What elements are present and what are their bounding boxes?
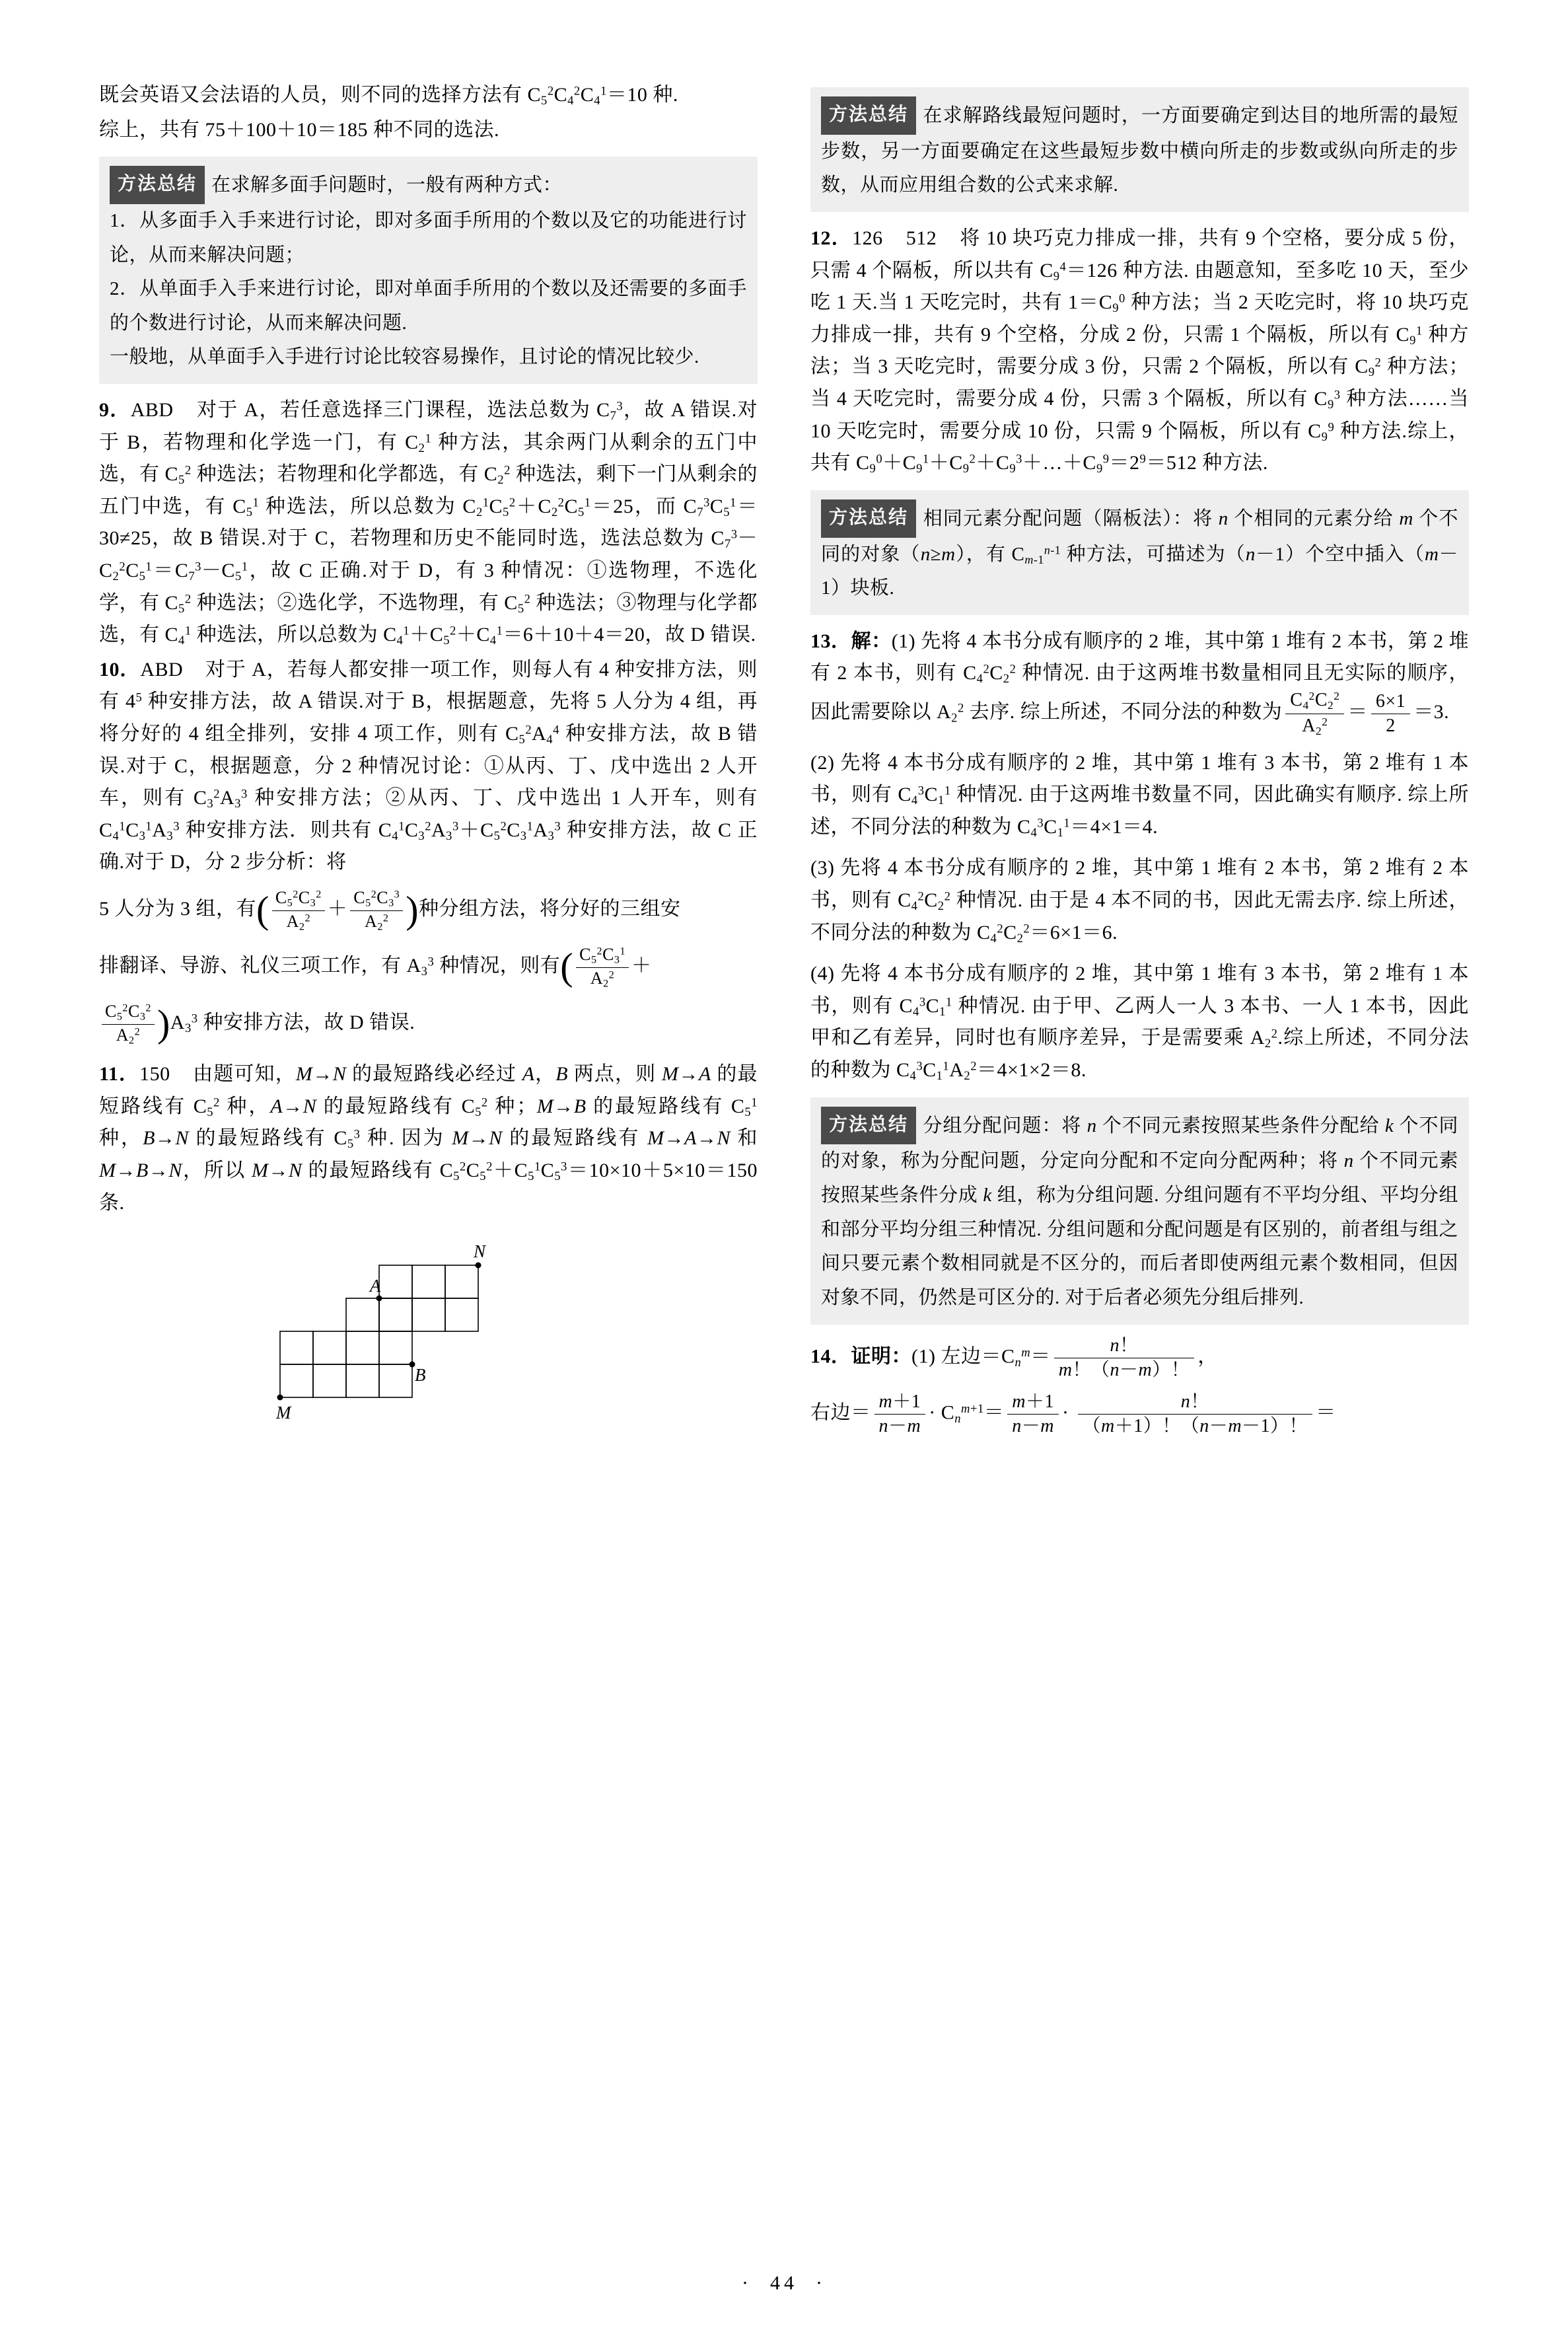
fraction-2: $\frac{C_5^2C_3^3}{A_2^2}$ xyxy=(350,888,403,933)
label-B: B xyxy=(414,1365,425,1385)
question-12-answer-2: 512 xyxy=(906,227,937,250)
method-summary-header: 方法总结 xyxy=(110,166,205,204)
label-N: N xyxy=(473,1241,485,1262)
method-summary-line: 2．从单面手入手来进行讨论，即对单面手所用的个数以及还需要的多面手的个数进行讨论，从而来解决问题. xyxy=(110,278,747,334)
method-summary-box-1 xyxy=(99,157,758,384)
question-12-number: 12． xyxy=(810,227,853,250)
question-13-part4: (4) 先将 4 本书分成有顺序的 2 堆，其中第 1 堆有 3 本书，第 2 堆有 1 本书，则有 $C_4^3C_1^1$ 种情况. 由于甲、乙两人一人 3 本书、一人 1 本书，因此甲和乙有差异，同时也有顺序差异，于是需要乘 $A_2^2$.综上所述，不同分法的种数为 $C_4^3C_1^1A_2^2=4\times 1\times 2=8$. xyxy=(810,963,1470,1084)
question-13-part2: (2) 先将 4 本书分成有顺序的 2 堆，其中第 1 堆有 3 本书，第 2 堆有 1 本书，则有 $C_4^3C_1^1$ 种情况. 由于这两堆书数量不同，因此确实有顺序. 综上所述，不同分法的种数为 $C_4^3C_1^1=4\times 1=4$. xyxy=(810,751,1470,840)
point-N-dot xyxy=(475,1263,481,1269)
method-summary-line: 一般地，从单面手入手进行讨论比较容易操作，且讨论的情况比较少. xyxy=(110,346,699,368)
fraction-14-4: $\frac{n!}{(m+1)!(n-m-1)!}$ xyxy=(1078,1391,1313,1437)
fraction-1: $\frac{C_5^2C_3^2}{A_2^2}$ xyxy=(272,888,325,933)
method-summary-box-bottom xyxy=(810,1097,1469,1325)
page-footer xyxy=(0,2272,1568,2295)
method-summary-mid-content: 方法总结 相同元素分配问题（隔板法）：将 n 个相同的元素分给 m 个不同的对象（n≥m），有 $C_{m-1}^{n-1}$ 种方法，可描述为（n－1）个空中插入（m－1）块板. xyxy=(821,499,1458,606)
two-column-layout xyxy=(99,79,1469,2213)
question-8-continued: 既会英语又会法语的人员，则不同的选择方法有 $C_5^2C_4^2C_4^1=10$ 种. xyxy=(99,84,678,108)
question-10: 10．ABD 对于 A，若每人都安排一项工作，则每人有 4 种安排方法，则有 $4^5$ 种安排方法，故 A 错误.对于 B，根据题意，先将 5 人分为 4 组，再将分好的 4 组全排列，安排 4 项工作，则有 $C_5^2A_4^4$ 种安排方法，故 B 错误.对于 C，根据题意，分 2 种情况讨论：①从丙、丁、戊中选出 2 人开车，则有 $C_3^2A_3^3$ 种安排方法；②从丙、丁、戊中选出 1 人开车，则有 $C_4^1C_3^1A_3^3$ 种安排方法．则共有 $C_4^1C_3^2A_3^3+C_5^2C_3^1A_3^3$ 种安排方法，故 C 正确.对于 D，分 2 步分析：将 xyxy=(99,658,758,873)
method-summary-box-top xyxy=(810,87,1469,212)
question-11-number: 11． xyxy=(99,1063,140,1086)
question-13-number: 13． xyxy=(810,630,851,652)
lattice-path-figure xyxy=(273,1239,584,1457)
label-A: A xyxy=(369,1276,380,1296)
lattice-grid-svg xyxy=(273,1239,584,1457)
question-10-number: 10． xyxy=(99,658,141,681)
question-13-part1: 13．解：(1) 先将 4 本书分成有顺序的 2 堆，其中第 1 堆有 2 本书，第 2 堆有 2 本书，则有 $C_4^2C_2^2$ 种情况. 由于这两堆书数量相同且无实际的顺序，因此需要除以 $A_2^2$ 去序. 综上所述，不同分法的种数为 $\frac{C_4^2C_2^2}{A_2^2}$ ＝ $\frac{6\times 1}{2}$ ＝3. xyxy=(810,630,1470,737)
fraction-14-2: $\frac{m+1}{n-m}$ xyxy=(874,1391,926,1437)
question-14-line1: 14．证明：(1) 左边$=C_n^m=$ $\frac{n!}{m!(n-m)!}$ ， xyxy=(810,1335,1218,1380)
method-summary-bottom-content: 方法总结 分组分配问题：将 n 个不同元素按照某些条件分配给 k 个不同的对象，称为分配问题，分定向分配和不定向分配两种；将 n 个不同元素按照某些条件分成 k 组，称为分组问题. 分组问题有不平均分组、平均分组和部分平均分组三种情况. 分组问题和分配问题是有区别的，前者组与组之间只要元素个数相同就是不区分的，而后者即使两组元素个数相同，但因对象不同，仍然是可区分的. 对于后者必须先分组后排列. xyxy=(821,1107,1458,1315)
left-paren-2: ( xyxy=(560,945,574,988)
method-summary-lead-text: 在求解多面手问题时，一般有两种方式： xyxy=(211,174,563,196)
question-8-summary: 综上，共有 75＋100＋10＝185 种不同的选法. xyxy=(99,118,499,141)
method-summary-box-mid xyxy=(810,490,1469,615)
right-column xyxy=(810,79,1469,2213)
question-10-formula-1: 5 人分为 3 组，有( $\frac{C_5^2C_3^2}{A_2^2}$ ＋ $\frac{C_5^2C_3^3}{A_2^2}$ )种分组方法，将分好的三组安 xyxy=(99,887,681,933)
question-13-label: 解： xyxy=(851,630,892,652)
question-10-answer: ABD xyxy=(140,658,184,681)
left-column xyxy=(99,79,758,2213)
point-M-dot xyxy=(277,1395,283,1401)
question-14-label: 证明： xyxy=(851,1345,911,1368)
question-10-formula-2: 排翻译、导游、礼仪三项工作，有 $A_3^3$ 种情况，则有( $\frac{C_5^2C_3^1}{A_2^2}$ ＋ xyxy=(99,945,652,990)
fraction-14-1: $\frac{n!}{m!(n-m)!}$ xyxy=(1054,1335,1195,1381)
question-13-part3: (3) 先将 4 本书分成有顺序的 2 堆，其中第 1 堆有 2 本书，第 2 堆有 2 本书，则有 $C_4^2C_2^2$ 种情况. 由于是 4 本不同的书，因此无需去序. 综上所述，不同分法的种数为 $C_4^2C_2^2=6\times 1=6$. xyxy=(810,857,1470,945)
method-summary-top-content xyxy=(821,96,1458,203)
method-summary-top-text: 在求解路线最短问题时，一方面要确定到达目的地所需的最短步数，另一方面要确定在这些最短步数中横向所走的步数或纵向所走的步数，从而应用组合数的公式来求解. xyxy=(821,105,1458,196)
question-11-answer: 150 xyxy=(139,1063,170,1086)
fraction-4: $\frac{C_5^2C_3^2}{A_2^2}$ xyxy=(102,1002,155,1047)
fraction-13-1: $\frac{C_4^2C_2^2}{A_2^2}$ xyxy=(1285,690,1344,738)
fraction-3: $\frac{C_5^2C_3^1}{A_2^2}$ xyxy=(576,945,629,990)
question-9: 9．ABD 对于 A，若任意选择三门课程，选法总数为 $C_7^3$，故 A 错误.对于 B，若物理和化学选一门，有 $C_2^1$ 种方法，其余两门从剩余的五门中选，有 $C_5^2$ 种选法；若物理和化学都选，有 $C_2^2$ 种选法，剩下一门从剩余的五门中选，有 $C_5^1$ 种选法，所以总数为 $C_2^1C_5^2+C_2^2C_5^1=25$，而 $C_7^3C_5^1=30\ne 25$，故 B 错误.对于 C，若物理和历史不能同时选，选法总数为 $C_7^3-C_2^2C_5^1=C_7^3-C_5^1$，故 C 正确.对于 D，有 3 种情况：①选物理，不选化学，有 $C_5^2$ 种选法；②选化学，不选物理，有 $C_5^2$ 种选法；③物理与化学都选，有 $C_4^1$ 种选法，所以总数为 $C_4^1+C_5^2+C_4^1=6+10+4=20$，故 D 错误. xyxy=(99,399,758,648)
right-paren-2: ) xyxy=(157,1002,170,1045)
method-summary-header: 方法总结 xyxy=(821,499,916,538)
question-11: 11．150 由题可知，M→N 的最短路线必经过 A，B 两点，则 M→A 的最短路线有 $C_5^2$ 种，A→N 的最短路线有 $C_5^2$ 种；M→B 的最短路线有 $C_5^1$ 种，B→N 的最短路线有 $C_5^3$ 种. 因为 M→N 的最短路线有 M→A→N 和 M→B→N，所以 M→N 的最短路线有 $C_5^2C_5^2+C_5^1C_5^3=10\times 10+5\times 10=150$ 条. xyxy=(99,1063,758,1214)
method-summary-lead-1 xyxy=(110,166,747,204)
method-summary-line: 1．从多面手入手来进行讨论，即对多面手所用的个数以及它的功能进行讨论，从而来解决问题； xyxy=(110,210,747,266)
point-A-dot xyxy=(376,1296,382,1302)
method-summary-header: 方法总结 xyxy=(821,96,916,135)
question-9-number: 9． xyxy=(99,399,131,422)
fraction-14-3: $\frac{m+1}{n-m}$ xyxy=(1007,1391,1059,1437)
page-number: · 44 · xyxy=(742,2272,826,2294)
question-14-line2: 右边＝ $\frac{m+1}{n-m}$ · $C_n^{m+1}=$ $\frac{m+1}{n-m}$ · $\frac{n!}{(m+1)!(n-m-1)!}$ ＝ xyxy=(810,1391,1336,1437)
label-M: M xyxy=(275,1403,291,1423)
right-paren: ) xyxy=(406,888,419,932)
question-12-answer-1: 126 xyxy=(852,227,883,250)
method-summary-header: 方法总结 xyxy=(821,1107,916,1145)
left-paren: ( xyxy=(256,888,269,932)
question-10-formula-3: $\frac{C_5^2C_3^2}{A_2^2}$ )$A_3^3$ 种安排方法，故 D 错误. xyxy=(99,1002,758,1047)
question-9-answer: ABD xyxy=(130,399,174,422)
question-12: 12．126 512 将 10 块巧克力排成一排，共有 9 个空格，要分成 5 份，只需 4 个隔板，所以共有 $C_9^4=126$ 种方法. 由题意知，至多吃 10 天，至少吃 1 天.当 1 天吃完时，共有 $1=C_9^0$ 种方法；当 2 天吃完时，将 10 块巧克力排成一排，共有 9 个空格，分成 2 份，只需 1 个隔板，所以有 $C_9^1$ 种方法；当 3 天吃完时，需要分成 3 份，只需 2 个隔板，所以有 $C_9^2$ 种方法；当 4 天吃完时，需要分成 4 份，只需 3 个隔板，所以有 $C_9^3$ 种方法……当 10 天吃完时，需要分成 10 份，只需 9 个隔板，所以有 $C_9^9$ 种方法.综上，共有 $C_9^0+C_9^1+C_9^2+C_9^3+\dots+C_9^9=2^9=512$ 种方法. xyxy=(810,227,1470,476)
question-14-number: 14． xyxy=(810,1345,851,1368)
fraction-13-2: $\frac{6\times 1}{2}$ xyxy=(1371,691,1410,737)
